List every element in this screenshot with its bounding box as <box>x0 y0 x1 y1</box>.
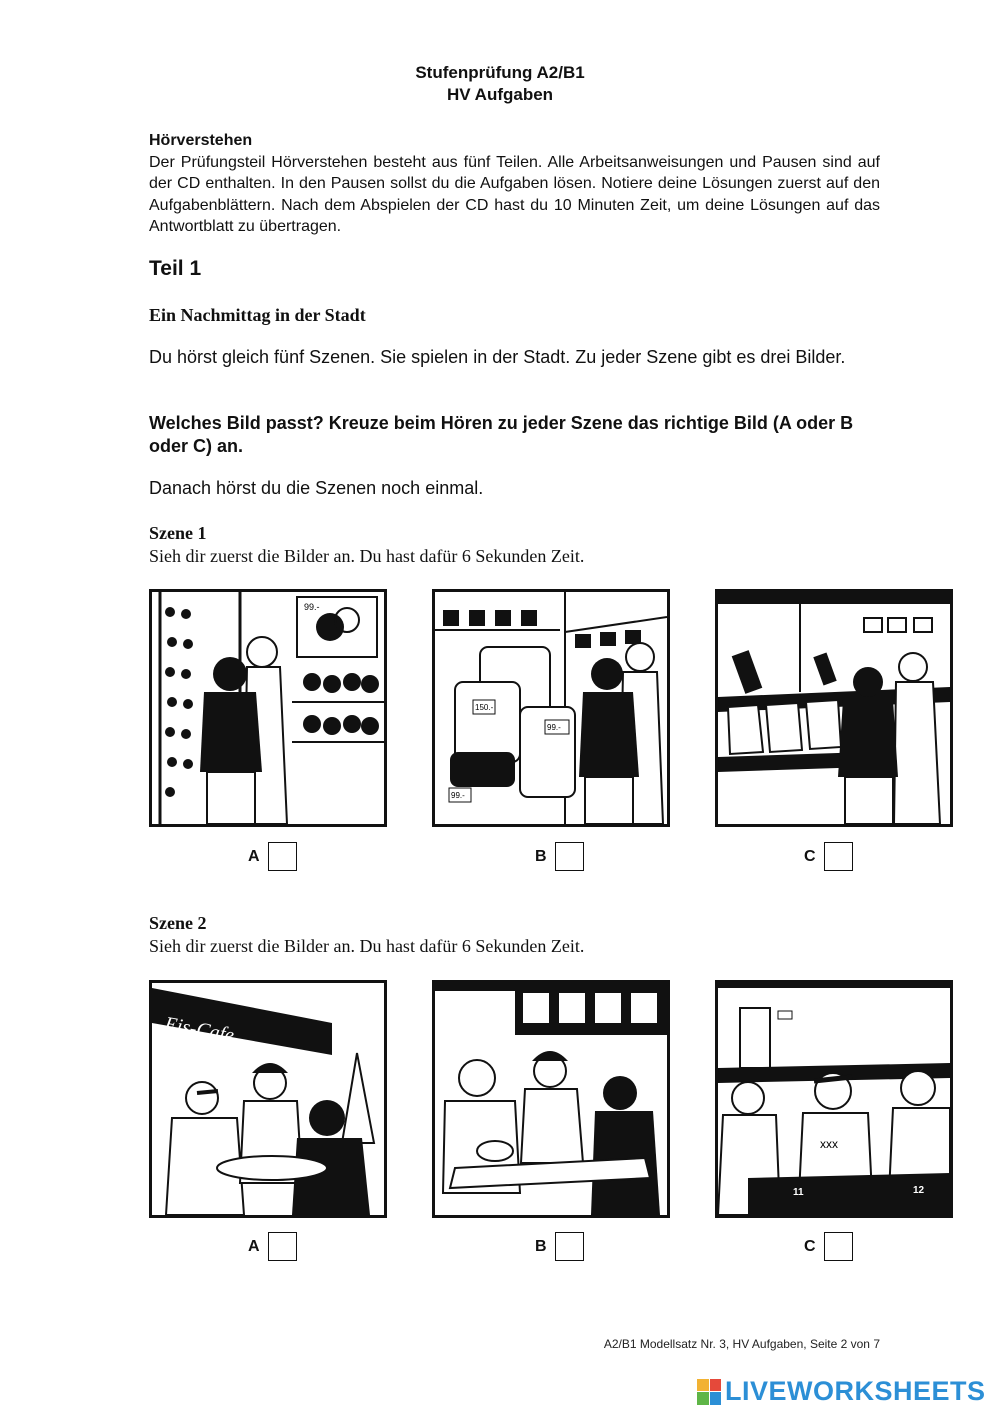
option-label: C <box>804 847 816 865</box>
scene2-picture-a <box>149 980 387 1218</box>
svg-text:12: 12 <box>913 1185 925 1196</box>
liveworksheets-logo <box>697 1376 986 1407</box>
option-b <box>535 1232 584 1261</box>
option-c <box>804 842 853 871</box>
answer-checkbox[interactable] <box>555 842 584 871</box>
task-instruction: Welches Bild passt? Kreuze beim Hören zu jeder Szene das richtige Bild (A oder B oder C) an. <box>149 413 854 456</box>
header-subtitle: HV Aufgaben <box>446 85 554 104</box>
intro-heading: Hörverstehen <box>149 132 253 149</box>
svg-text:Eis-Cafe: Eis-Cafe <box>162 1012 236 1047</box>
logo-cube-tile <box>697 1392 709 1405</box>
cinema-illustration <box>718 983 950 1215</box>
scene1-picture-b <box>432 589 670 827</box>
repeat-note: Danach hörst du die Szenen noch einmal. <box>149 478 484 498</box>
svg-text:150.-: 150.- <box>475 703 494 712</box>
svg-text:99.-: 99.- <box>304 602 320 612</box>
option-label: A <box>248 1237 260 1255</box>
option-label: A <box>248 847 260 865</box>
logo-cube-tile <box>710 1379 722 1392</box>
intro-section <box>149 130 880 238</box>
svg-text:99.-: 99.- <box>547 723 561 732</box>
scene2-picture-b <box>432 980 670 1218</box>
answer-checkbox[interactable] <box>824 842 853 871</box>
option-c <box>804 1232 853 1261</box>
document-header <box>0 62 1000 106</box>
option-a <box>248 1232 297 1261</box>
computer-shop-illustration <box>718 592 950 824</box>
scene-instruction: Sieh dir zuerst die Bilder an. Du hast dafür 6 Sekunden Zeit. <box>149 936 585 956</box>
scene-instruction: Sieh dir zuerst die Bilder an. Du hast dafür 6 Sekunden Zeit. <box>149 546 585 566</box>
intro-text: Der Prüfungsteil Hörverstehen besteht aus fünf Teilen. Alle Arbeitsanweisungen und Pausen sind auf der CD enthalten. In den Pausen sollst du die Aufgaben lösen. Notiere deine Lösungen zuerst auf den Aufgabenblättern. Nach dem Abspielen der CD hast du 10 Minuten Zeit, um deine Lösungen auf das Antwortblatt zu übertragen. <box>149 153 880 235</box>
page-footer: A2/B1 Modellsatz Nr. 3, HV Aufgaben, Seite 2 von 7 <box>603 1337 880 1351</box>
ice-cafe-illustration <box>152 983 384 1215</box>
instructions-text: Du hörst gleich fünf Szenen. Sie spielen in der Stadt. Zu jeder Szene gibt es drei Bilder. <box>149 347 846 367</box>
answer-checkbox[interactable] <box>268 842 297 871</box>
logo-cube-tile <box>710 1392 722 1405</box>
svg-text:11: 11 <box>793 1187 804 1198</box>
option-label: B <box>535 847 547 865</box>
svg-text:99.-: 99.- <box>451 791 465 800</box>
answer-checkbox[interactable] <box>824 1232 853 1261</box>
scene-title: Szene 2 <box>149 913 207 933</box>
logo-text: LIVEWORKSHEETS <box>725 1376 986 1406</box>
option-label: B <box>535 1237 547 1255</box>
section-subtitle: Ein Nachmittag in der Stadt <box>149 305 366 325</box>
section-title: Teil 1 <box>149 257 202 280</box>
fast-food-illustration <box>435 983 667 1215</box>
logo-cube-tile <box>697 1379 709 1392</box>
answer-checkbox[interactable] <box>555 1232 584 1261</box>
scene1-picture-a <box>149 589 387 827</box>
answer-checkbox[interactable] <box>268 1232 297 1261</box>
svg-text:xxx: xxx <box>820 1137 838 1151</box>
scene1-picture-c <box>715 589 953 827</box>
logo-cube-icon <box>697 1379 721 1405</box>
scene2-picture-c <box>715 980 953 1218</box>
luggage-shop-illustration <box>435 592 667 824</box>
scene-title: Szene 1 <box>149 523 207 543</box>
option-b <box>535 842 584 871</box>
music-shop-illustration <box>152 592 384 824</box>
header-title: Stufenprüfung A2/B1 <box>415 63 585 82</box>
option-a <box>248 842 297 871</box>
option-label: C <box>804 1237 816 1255</box>
